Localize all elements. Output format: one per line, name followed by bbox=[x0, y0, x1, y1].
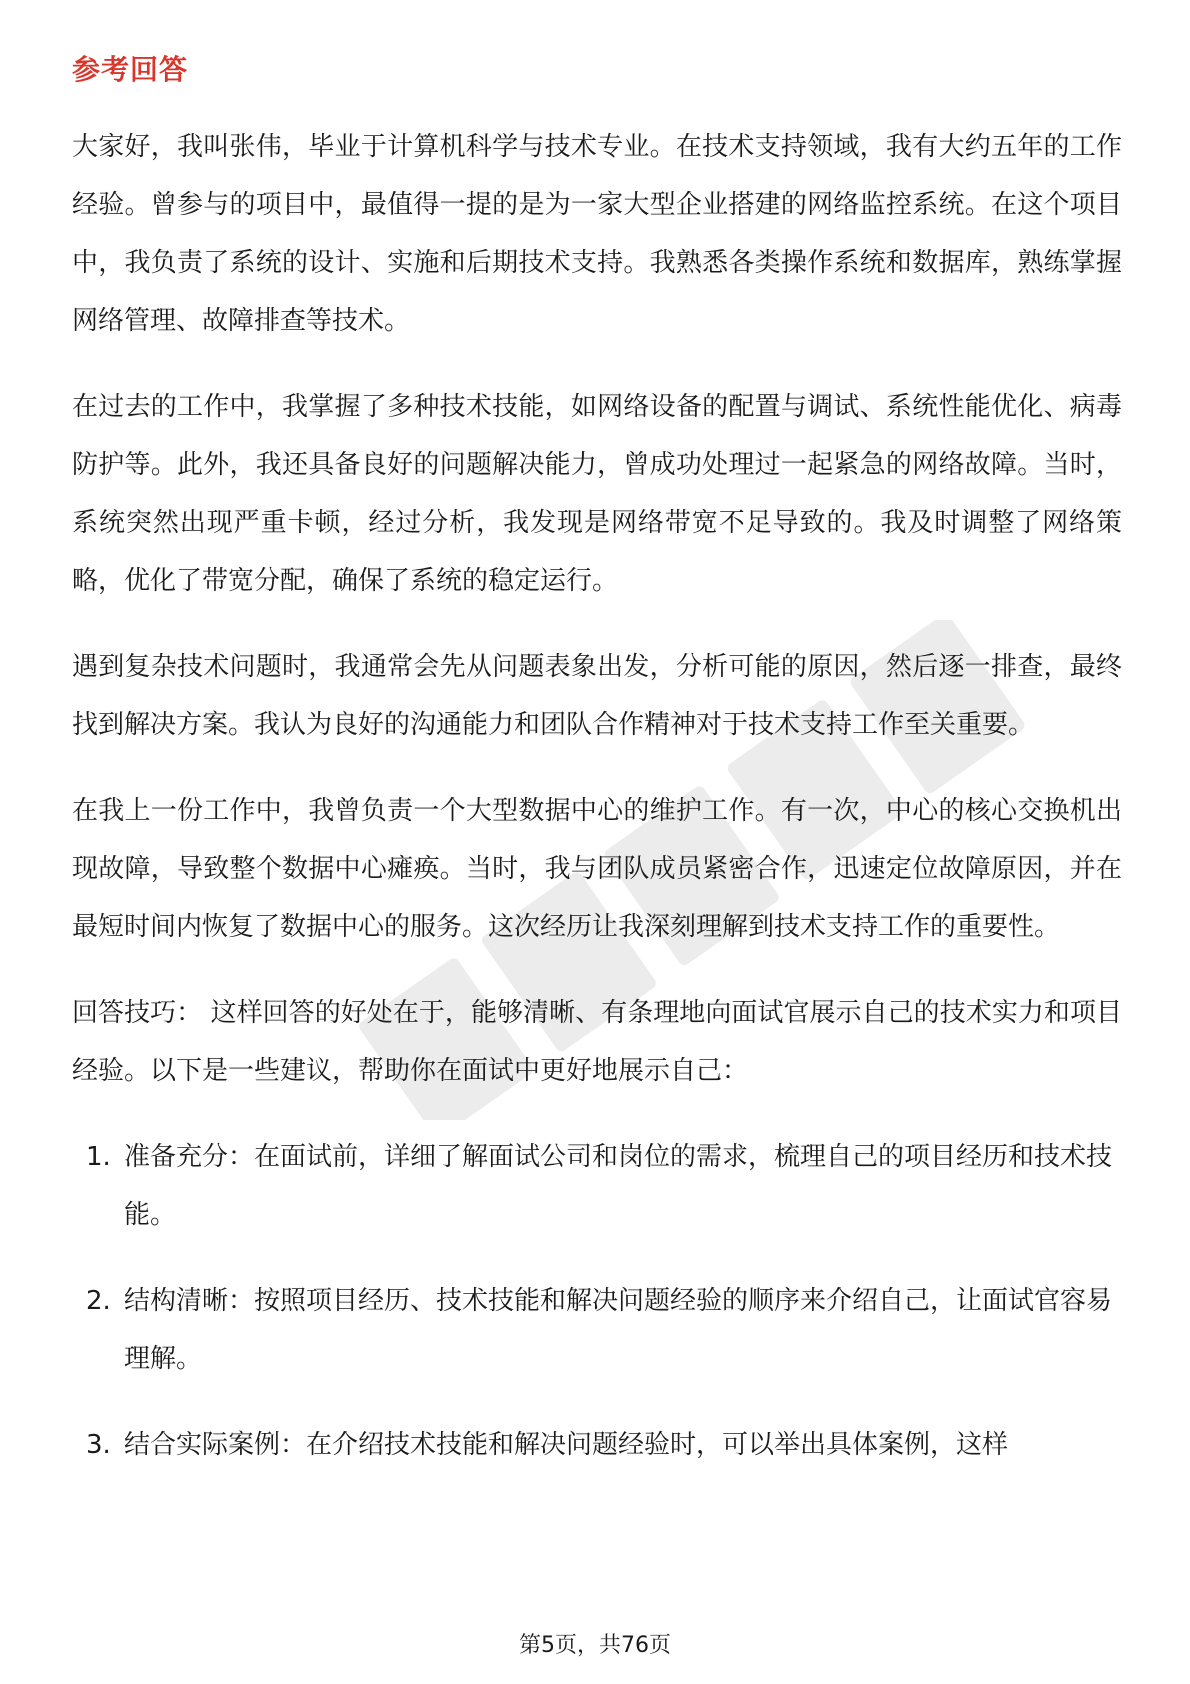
list-item-text: 结构清晰：按照项目经历、技术技能和解决问题经验的顺序来介绍自己，让面试官容易理解。 bbox=[124, 1286, 1113, 1374]
page-footer: 第5页，共76页 bbox=[519, 1633, 671, 1658]
list-item bbox=[72, 1128, 1122, 1244]
list-item bbox=[72, 1272, 1122, 1388]
list-item-number: 3. bbox=[86, 1430, 111, 1460]
list-item-number: 1. bbox=[86, 1142, 111, 1172]
list-item bbox=[72, 1416, 1122, 1474]
list-item-number: 2. bbox=[86, 1286, 111, 1316]
list-item-text: 结合实际案例：在介绍技术技能和解决问题经验时，可以举出具体案例，这样 bbox=[124, 1430, 1009, 1460]
paragraph-approach: 遇到复杂技术问题时，我通常会先从问题表象出发，分析可能的原因，然后逐一排查，最终找到解决方案。我认为良好的沟通能力和团队合作精神对于技术支持工作至关重要。 bbox=[72, 652, 1122, 740]
paragraph-intro: 大家好，我叫张伟，毕业于计算机科学与技术专业。在技术支持领域，我有大约五年的工作经验。曾参与的项目中，最值得一提的是为一家大型企业搭建的网络监控系统。在这个项目中，我负责了系统的设计、实施和后期技术支持。我熟悉各类操作系统和数据库，熟练掌握网络管理、故障排查等技术。 bbox=[72, 132, 1122, 336]
main-content bbox=[72, 118, 1122, 1502]
list-item-text: 准备充分：在面试前，详细了解面试公司和岗位的需求，梳理自己的项目经历和技术技能。 bbox=[124, 1142, 1113, 1230]
tips-list bbox=[72, 1128, 1122, 1474]
section-title: 参考回答 bbox=[72, 53, 189, 86]
paragraph-tips-intro: 回答技巧： 这样回答的好处在于，能够清晰、有条理地向面试官展示自己的技术实力和项目经验。以下是一些建议，帮助你在面试中更好地展示自己： bbox=[72, 998, 1122, 1086]
paragraph-experience: 在我上一份工作中，我曾负责一个大型数据中心的维护工作。有一次，中心的核心交换机出现故障，导致整个数据中心瘫痪。当时，我与团队成员紧密合作，迅速定位故障原因，并在最短时间内恢复了数据中心的服务。这次经历让我深刻理解到技术支持工作的重要性。 bbox=[72, 796, 1122, 942]
paragraph-skills: 在过去的工作中，我掌握了多种技术技能，如网络设备的配置与调试、系统性能优化、病毒防护等。此外，我还具备良好的问题解决能力，曾成功处理过一起紧急的网络故障。当时，系统突然出现严重卡顿，经过分析，我发现是网络带宽不足导致的。我及时调整了网络策略，优化了带宽分配，确保了系统的稳定运行。 bbox=[72, 392, 1122, 596]
